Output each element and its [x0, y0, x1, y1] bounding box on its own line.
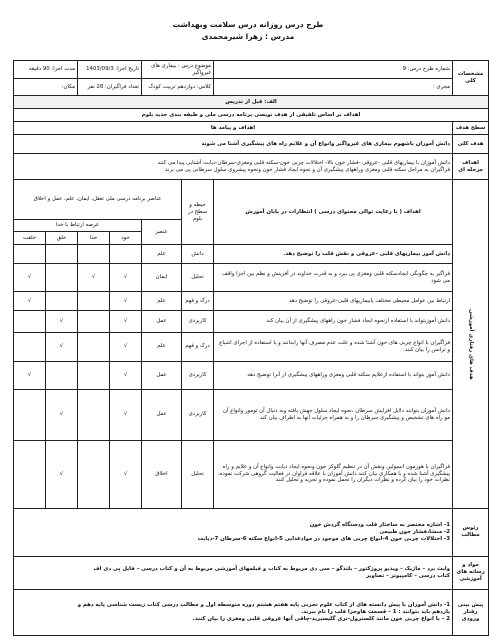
element-subheader: عنصر [142, 219, 182, 244]
spec-topic: موضوع درس : بیماری های غیرواگیر [142, 61, 214, 79]
objective-element: علم [142, 245, 182, 264]
objective-bloom: کاربردی [182, 311, 214, 333]
headings-label: رئوس مطالب [453, 508, 489, 556]
objective-text: فراگیران با انواع چربی های خون آشنا شده و علت عدم مصرف آنها رابدانند و با استفاده از اجرای اشباع و ترانس را بیان کنند. [214, 332, 453, 361]
objective-god-mark [78, 440, 110, 508]
prereq-line-3: 2 – با انواع چربی خون مانند کلسترول-تری گلیسیرید-چاقی آنها عروقی قلبی ومغزی را بیان کنند. [192, 615, 451, 622]
objective-god-mark [78, 361, 110, 390]
objective-creation-mark [14, 245, 46, 264]
objective-self-mark: √ [110, 332, 142, 361]
spec-learners: تعداد فراگیران: 28 نفر [78, 79, 142, 95]
goals-subtitle: اهداف و پیامد ها [14, 122, 453, 135]
objective-self-mark: √ [110, 311, 142, 333]
objective-bloom: تحلیل [182, 440, 214, 508]
bloom-header: حیطه و سطح در بلوم [182, 180, 214, 245]
heading-line-2: 2- منشا،فشار خون طبیعی [379, 528, 451, 535]
objective-creation-mark [14, 390, 46, 440]
objective-god-mark [78, 311, 110, 333]
rel-creation-header: خلقت [14, 232, 46, 245]
objective-creation-mark: √ [14, 292, 46, 311]
objective-people-mark [46, 263, 78, 292]
general-goal-label: هدف کلی [453, 135, 489, 154]
level-label: سطح هدف [453, 122, 489, 135]
prereq-line-1: 1- دانش آموزان با پیش دانسته های از کتاب علوم تجربی پایه هفتم هشتم دوره متوسطه اول و مطالب درسی کتاب زیست شناسی پایه دهم و [77, 602, 451, 609]
objective-row [14, 361, 489, 390]
objective-self-mark: √ [110, 440, 142, 508]
objective-people-mark: √ [46, 332, 78, 361]
content-header: اهداف ( با رعایت توالی محتوای درسی ) انتظارات در پایان آموزش [214, 180, 453, 245]
objective-god-mark: √ [78, 263, 110, 292]
objective-row [14, 292, 489, 311]
objective-text: دانش آموز بتواند با استفاده ازعلایم سکته قلبی ومغزی وراههای پیشگیری از آنرا توضیح دهد [214, 361, 453, 390]
objective-creation-mark [14, 332, 46, 361]
objective-self-mark: √ [110, 390, 142, 440]
objective-text: فراگیر به چگونگی ایجادسکته قلبی ومغزی پی ببرد و به قدرت خداوند در آفرینش و نظم بین اجزا واقف می شود [214, 263, 453, 292]
objective-element: علم [142, 332, 182, 361]
goals-title: اهداف بر اساس تلفیقی از هدف نویسی برنامه درسی ملی و طبقه بندی جدید بلوم [14, 109, 489, 122]
objective-bloom: درک و فهم [182, 292, 214, 311]
objective-row [14, 332, 489, 361]
objective-creation-mark: √ [14, 263, 46, 292]
objective-element: ایمان [142, 263, 182, 292]
objective-god-mark [78, 245, 110, 264]
objective-creation-mark: √ [14, 361, 46, 390]
materials-line-1: وایت برد – ماژیک – ویدیو پروژکتور – بلندگو – سی دی مربوط به کتاب و فیلمهای آموزشی مربوط به آن و کتاب درسی – فایل پی دی اف [93, 565, 451, 572]
section-a-title: الف: قبل از تدریس [14, 95, 489, 108]
spec-plan-no: شماره طرح درس: 9 [214, 61, 453, 79]
objective-text: ارتباط بین عوامل محیطی مختلف بابیماریهای قلبی-عروقی را توضیح دهد [214, 292, 453, 311]
rel-god-header: خدا [78, 232, 110, 245]
prereq-label: پیش بینی رفتار ورودی [453, 589, 489, 635]
objective-self-mark: √ [110, 361, 142, 390]
stage-goal-label: اهداف مرحله ای [453, 154, 489, 180]
objective-people-mark: √ [46, 311, 78, 333]
behavioral-goals-label: هدف های رفتاری آموزشی [453, 180, 489, 508]
objective-text: فراگیران با هورمون انسولین ونقش آن در تنظیم گلوکز خون ونحوه ایجاد دیابت وانواع آن و علایم و راه پیشگیری آشنا شده و با همکاری بیان کنند دانش آموزان با علاقه فراوان در فعالیت گروهی شرکت نموده، نظرات خود را بیان کرده و نظرات دیگران را تحمل نموده و تجزیه و تحلیل کنند [214, 440, 453, 508]
element-header: عناصر برنامه درسی ملی تعقل، ایمان، علم، عمل و اخلاق [14, 180, 182, 220]
prereq-line-2: یازدهم باید بتوانند : 1 – قسمت هاوجزا قلب را نام ببرند. [301, 608, 451, 615]
materials-line-2: کتاب درسی – کامپیوتر – تصاویر [366, 572, 451, 579]
objective-self-mark: √ [110, 292, 142, 311]
objective-creation-mark [14, 311, 46, 333]
objective-row [14, 311, 489, 333]
stage-goal-line-1: دانش آموزان با بیماریهای قلبی -عروقی -فشار خون بالا- اختلالات چربی خون-سکته قلبی ومغزی-سرطان-دیابت آشنایی پیدا می کنند [157, 159, 451, 166]
objective-self-mark [110, 245, 142, 264]
objective-element: اخلاق [142, 440, 182, 508]
headings-content [14, 508, 453, 556]
objective-god-mark [78, 292, 110, 311]
objective-god-mark [78, 390, 110, 440]
objective-people-mark [46, 361, 78, 390]
stage-goal-text [14, 154, 453, 180]
objective-people-mark [46, 292, 78, 311]
spec-class: کلاس: دوازدهم تربیت کودک [142, 79, 214, 95]
objective-element: عمل [142, 311, 182, 333]
objective-people-mark [46, 245, 78, 264]
prereq-content [14, 589, 453, 635]
objective-text: دانش آموزان بتوانند دلایل افزایش سرطان ،نحوه ایجاد سلول جهش یافته وبه دنبال آن تومور وانواع آن مو راه های تشخیص و پیشگیری سرطان را و به همراه جزئیات آنها به اطراف بیان کند [214, 390, 453, 440]
relations-header: عرصه ارتباط با خدا [14, 219, 142, 231]
document-title: طرح درس روزانه درس سلامت وبهداشت [172, 20, 324, 29]
lesson-plan-table [13, 60, 489, 636]
objective-bloom: تحلیل [182, 263, 214, 292]
objective-bloom: کاربردی [182, 361, 214, 390]
spec-duration: مدت اجرا: 90 دقیقه [14, 61, 78, 79]
objective-people-mark: √ [46, 440, 78, 508]
stage-goal-line-2: فراگیران به مراحل سکته قلبی ومغزی وراههای پیشگیری آن و نحوه ایجاد فشار خون ونحوه پیشروی سلول سرطانی پی می برند [165, 166, 451, 173]
objective-row [14, 390, 489, 440]
objective-bloom: کاربردی [182, 390, 214, 440]
objective-element: علم [142, 292, 182, 311]
spec-place: مکان: [14, 79, 78, 95]
objective-row [14, 440, 489, 508]
heading-line-1: 1- اشاره مختصر به ساختار قلب ودستگاه گردش خون [309, 521, 451, 528]
objective-element: عمل [142, 361, 182, 390]
objective-self-mark: √ [110, 263, 142, 292]
spec-teacher: مجری : [214, 79, 453, 95]
spec-date: تاریخ اجرا: 1403/09/3 [78, 61, 142, 79]
objective-text: دانش آموزبتواند با استفاده ازنحوه ایجاد فشار خون راههای پیشگیری از آن بیان کند [214, 311, 453, 333]
objective-row [14, 245, 489, 264]
spec-label: مشخصات کلی [453, 61, 489, 96]
objective-text: دانش آموز بیماریهای قلبی -عروقی و نقش قلب را توضیح دهد. [214, 245, 453, 264]
objective-element: عمل [142, 390, 182, 440]
rel-people-header: خلق [46, 232, 78, 245]
general-goal-text: دانش آموزان باشهوم بیماری های غیرواگیر وانواع آن و علایم راه های پیشگیری آشنا می شوند [14, 135, 453, 154]
heading-line-3: 3- اختلالات چربی خون 4-انواع چربی های موجود در موادغذایی 5-انواع سکته 6-سرطان 7-دیابت [197, 535, 451, 542]
objective-bloom: دانش [182, 245, 214, 264]
objective-creation-mark [14, 440, 46, 508]
document-subtitle: مدرس : زهرا شیرمحمدی [201, 32, 295, 41]
objective-god-mark [78, 332, 110, 361]
objective-people-mark: √ [46, 390, 78, 440]
materials-content [14, 556, 453, 589]
objective-row [14, 263, 489, 292]
rel-self-header: خود [110, 232, 142, 245]
materials-label: مواد و رسانه های آموزشی [453, 556, 489, 589]
objective-bloom: درک و فهم [182, 332, 214, 361]
